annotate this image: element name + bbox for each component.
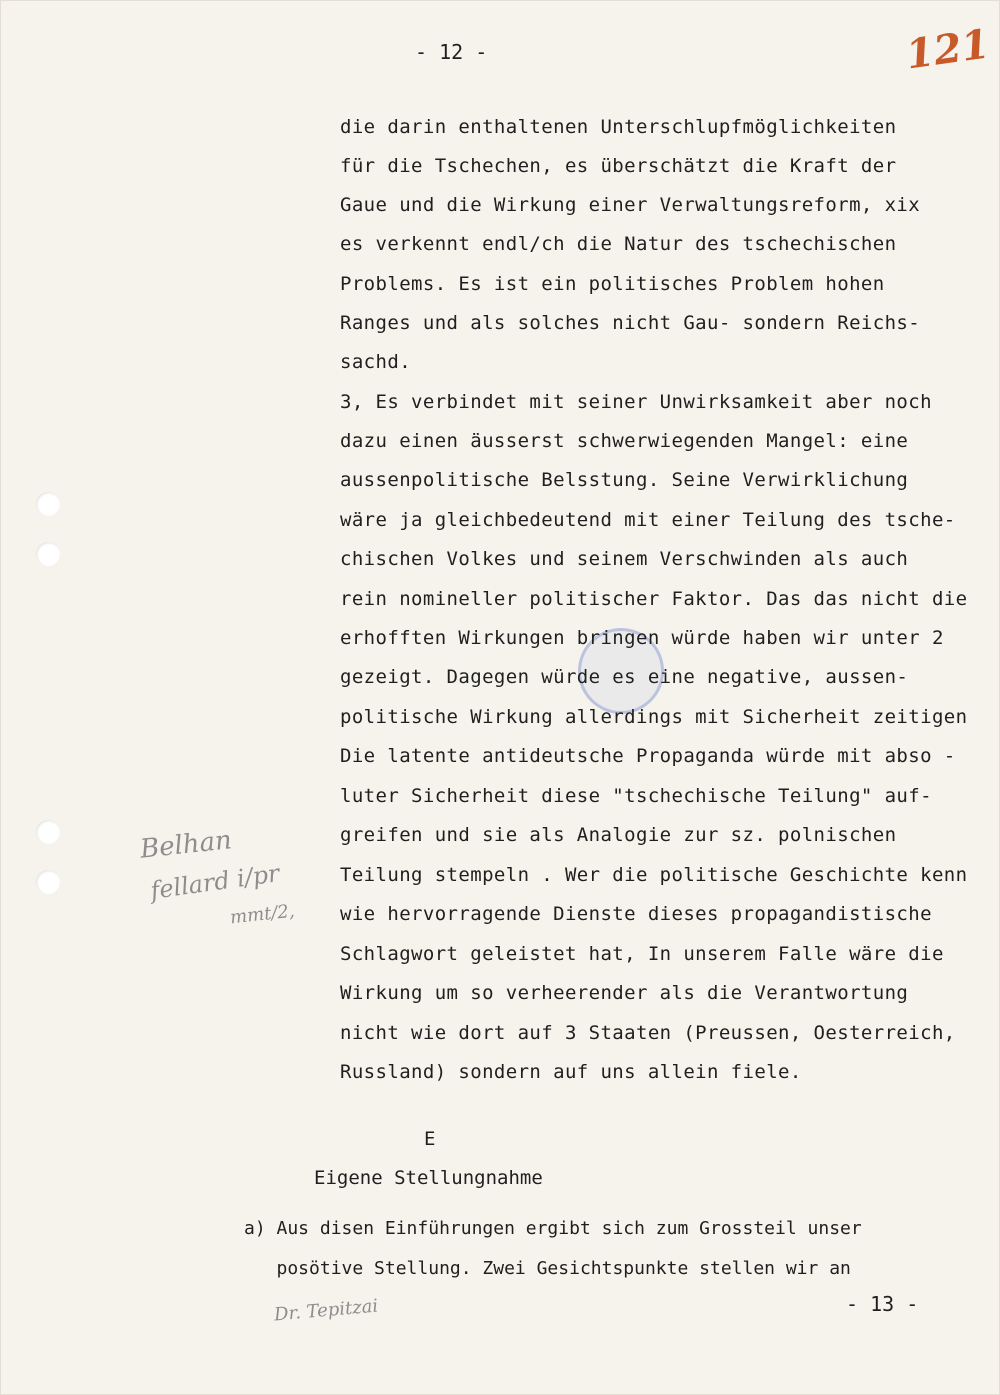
body-line: rein nomineller politischer Faktor. Das das nicht die [340,588,968,610]
body-line: gezeigt. Dagegen würde es eine negative, aussen- [340,666,909,688]
punch-hole [36,870,60,894]
body-line: für die Tschechen, es überschätzt die Kraft der [340,155,897,177]
margin-note: Belhan [138,825,234,865]
body-line: wäre ja gleichbedeutend mit einer Teilung des tsche- [340,509,956,531]
bottom-note: Dr. Tepitzai [273,1295,379,1326]
body-line: greifen und sie als Analogie zur sz. polnischen [340,824,897,846]
body-line: es verkennt endl/ch die Natur des tschechischen [340,233,897,255]
punch-hole [36,820,60,844]
body-line: Schlagwort geleistet hat, In unserem Falle wäre die [340,943,944,965]
margin-note: mmt/2, [229,900,296,929]
body-line: sachd. [340,351,412,373]
body-line: aussenpolitische Belsstung. Seine Verwirklichung [340,469,909,491]
body-line: Die latente antideutsche Propaganda würde mit abso - [340,745,956,767]
page-number: - 12 - [415,40,488,64]
body-line: nicht wie dort auf 3 Staaten (Preussen, Oesterreich, [340,1022,956,1044]
section-letter: E [424,1128,436,1150]
section-title: Eigene Stellungnahme [314,1167,543,1189]
body-line: Ranges und als solches nicht Gau- sondern Reichs- [340,312,921,334]
body-line: chischen Volkes und seinem Verschwinden als auch [340,548,909,570]
body-line: dazu einen äusserst schwerwiegenden Mangel: eine [340,430,909,452]
body-line: Problems. Es ist ein politisches Problem hohen [340,273,885,295]
body-line: Russland) sondern auf uns allein fiele. [340,1061,802,1083]
section-line: posötive Stellung. Zwei Gesichtspunkte stellen wir an [244,1258,851,1279]
body-line: politische Wirkung allerdings mit Sicherheit zeitigen [340,706,968,728]
body-line: luter Sicherheit diese "tschechische Teilung" auf- [340,785,932,807]
body-line: die darin enthaltenen Unterschlupfmöglichkeiten [340,116,897,138]
body-line: 3, Es verbindet mit seiner Unwirksamkeit aber noch [340,391,932,413]
body-line: Gaue und die Wirkung einer Verwaltungsreform, xix [340,194,921,216]
body-line: Wirkung um so verheerender als die Verantwortung [340,982,909,1004]
section-line: a) Aus disen Einführungen ergibt sich zum Grossteil unser [244,1218,862,1239]
next-page-marker: - 13 - [846,1292,919,1316]
body-line: erhofften Wirkungen bringen würde haben wir unter 2 [340,627,944,649]
margin-note: fellard i/pr [148,859,282,905]
folio-number: 121 [903,20,993,79]
body-line: wie hervorragende Dienste dieses propagandistische [340,903,932,925]
body-line: Teilung stempeln . Wer die politische Geschichte kenn [340,864,968,886]
